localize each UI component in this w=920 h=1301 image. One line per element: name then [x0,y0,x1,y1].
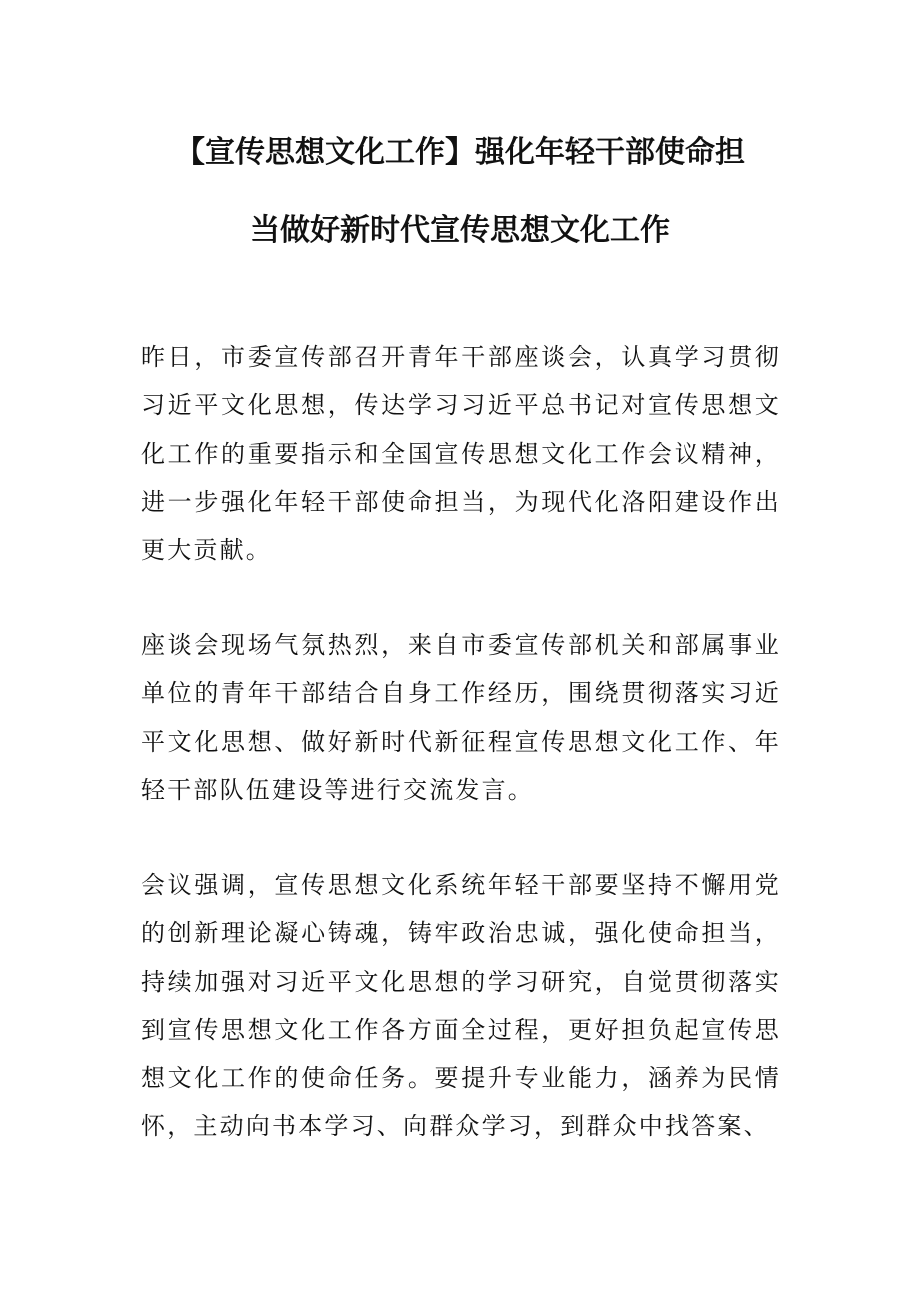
paragraph-1: 昨日，市委宣传部召开青年干部座谈会，认真学习贯彻习近平文化思想，传达学习习近平总书记对宣传思想文化工作的重要指示和全国宣传思想文化工作会议精神，进一步强化年轻干部使命担当，为现代化洛阳建设作出更大贡献。 [141,343,781,565]
document-title-line-2: 当做好新时代宣传思想文化工作 [250,213,670,248]
paragraph-3: 会议强调，宣传思想文化系统年轻干部要坚持不懈用党的创新理论凝心铸魂，铸牢政治忠诚，强化使命担当，持续加强对习近平文化思想的学习研究，自觉贯彻落实到宣传思想文化工作各方面全过程，更好担负起宣传思想文化工作的使命任务。要提升专业能力，涵养为民情怀，主动向书本学习、向群众学习，到群众中找答案、 [141,871,781,1141]
paragraph-2: 座谈会现场气氛热烈，来自市委宣传部机关和部属事业单位的青年干部结合自身工作经历，围绕贯彻落实习近平文化思想、做好新时代新征程宣传思想文化工作、年轻干部队伍建设等进行交流发言。 [141,631,781,804]
document-title-line-1: 【宣传思想文化工作】强化年轻干部使命担 [175,135,745,170]
